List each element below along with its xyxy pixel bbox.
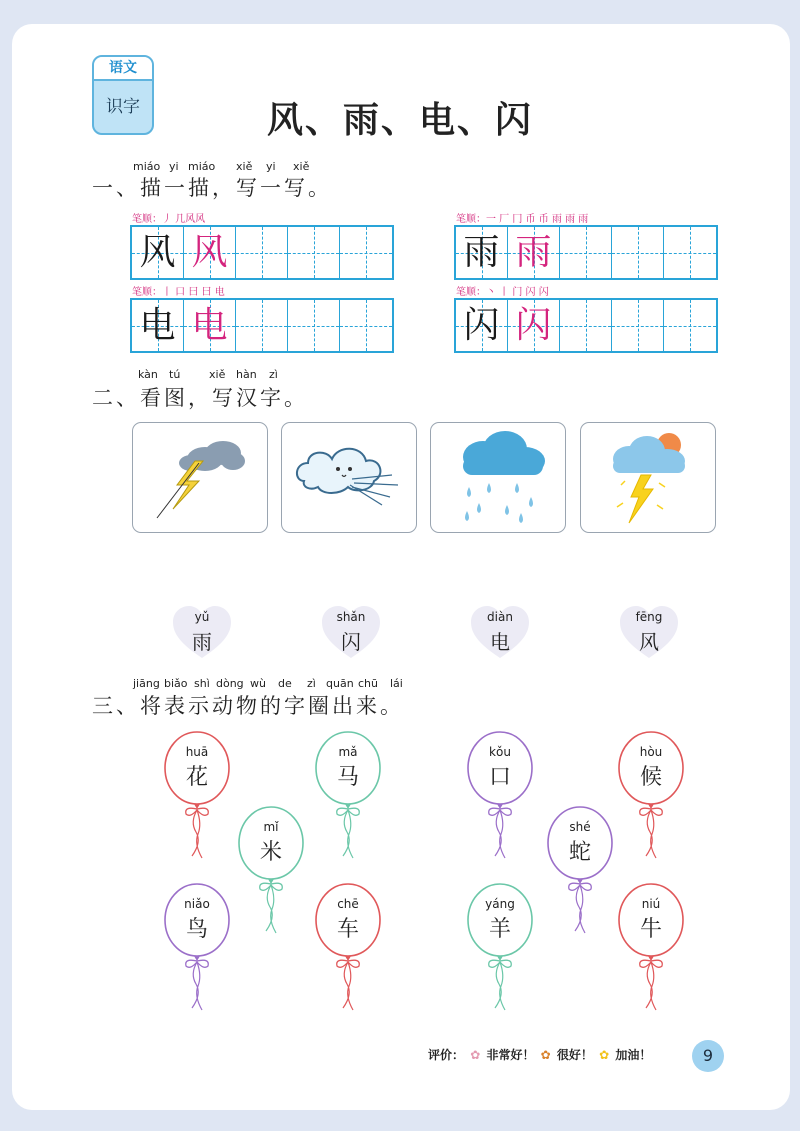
pinyin: fēng [635, 610, 663, 624]
picture-box [132, 422, 268, 533]
lightning-cloud-icon [133, 423, 267, 531]
balloon[interactable] [465, 882, 535, 1012]
grid-cell [508, 227, 560, 278]
pinyin: lái [390, 677, 403, 690]
balloon[interactable] [162, 730, 232, 860]
pinyin: yáng [485, 897, 515, 911]
pinyin: niú [641, 897, 661, 911]
hanzi: 候 [639, 765, 662, 790]
grid-cell [132, 300, 184, 351]
grid-cell-blank[interactable] [612, 300, 664, 351]
grid-cell-blank[interactable] [612, 227, 664, 278]
grid-cell-blank[interactable] [288, 227, 340, 278]
evaluation-good[interactable]: 很好！ [556, 1048, 593, 1062]
picture-box [430, 422, 566, 533]
section3-title: 三、将表示动物的字圈出来。 [92, 694, 404, 718]
pinyin: kàn [138, 368, 158, 381]
grid-cell-blank[interactable] [236, 227, 288, 278]
grid-cell-blank[interactable] [288, 300, 340, 351]
pinyin: yi [169, 160, 179, 173]
pinyin: xiě [209, 368, 226, 381]
hanzi: 鸟 [185, 917, 208, 942]
balloon[interactable] [236, 805, 306, 935]
balloon[interactable] [616, 730, 686, 860]
hanzi: 车 [336, 917, 359, 942]
pinyin: de [278, 677, 292, 690]
pinyin: diàn [487, 610, 513, 624]
section1-title: 一、描一描，写一写。 [92, 176, 332, 200]
pinyin: huā [185, 745, 209, 759]
word-card[interactable] [320, 604, 382, 660]
trace-char: 闪 [463, 305, 500, 346]
pinyin: shì [194, 677, 210, 690]
hanzi: 花 [185, 765, 208, 790]
pinyin: biǎo [164, 677, 188, 690]
pinyin: shǎn [336, 610, 366, 624]
rain-cloud-icon [431, 423, 565, 531]
trace-char: 风 [139, 232, 176, 273]
windy-cloud-icon [282, 423, 416, 531]
writing-grid-dian [130, 298, 394, 353]
grid-cell-blank[interactable] [664, 227, 716, 278]
trace-char: 闪 [515, 305, 552, 346]
pinyin: yi [266, 160, 276, 173]
writing-grid-feng [130, 225, 394, 280]
pinyin: quān [326, 677, 354, 690]
pinyin: jiāng [133, 677, 160, 690]
word-card[interactable] [171, 604, 233, 660]
pinyin: zì [307, 677, 316, 690]
grid-cell [456, 227, 508, 278]
word-card[interactable] [469, 604, 531, 660]
stroke-order-yu: 笔顺：一 厂 冂 币 币 雨 雨 雨 [456, 214, 589, 225]
stroke-order-feng: 笔顺：丿 几风风 [132, 214, 206, 225]
writing-grid-shan [454, 298, 718, 353]
hanzi: 雨 [192, 630, 212, 654]
grid-cell [184, 227, 236, 278]
balloon[interactable] [313, 730, 383, 860]
balloon[interactable] [616, 882, 686, 1012]
storm-cloud-icon [581, 423, 715, 531]
balloon[interactable] [162, 882, 232, 1012]
grid-cell [184, 300, 236, 351]
hanzi: 马 [336, 765, 359, 790]
grid-cell-blank[interactable] [560, 227, 612, 278]
trace-char: 电 [191, 305, 228, 346]
trace-char: 雨 [463, 232, 500, 273]
grid-cell [456, 300, 508, 351]
pinyin: hòu [639, 745, 663, 759]
pinyin: dòng [216, 677, 244, 690]
pinyin: miáo [133, 160, 161, 173]
balloon[interactable] [313, 882, 383, 1012]
pinyin: kǒu [489, 745, 511, 759]
subject-label: 语文 [94, 57, 152, 81]
pinyin: niǎo [184, 897, 210, 911]
chick-icon: ✿ [599, 1048, 610, 1062]
evaluation-great[interactable]: 非常好！ [486, 1048, 535, 1062]
trace-char: 电 [139, 305, 176, 346]
pinyin: yǔ [194, 610, 210, 624]
hanzi: 米 [259, 840, 282, 865]
trace-char: 雨 [515, 232, 552, 273]
grid-cell-blank[interactable] [560, 300, 612, 351]
hanzi: 牛 [639, 917, 662, 942]
picture-box [281, 422, 417, 533]
pinyin: xiě [293, 160, 310, 173]
hanzi: 电 [490, 630, 510, 654]
hanzi: 羊 [488, 917, 511, 942]
grid-cell-blank[interactable] [340, 300, 392, 351]
balloon[interactable] [545, 805, 615, 935]
hanzi: 口 [488, 765, 511, 790]
pinyin: miáo [188, 160, 216, 173]
trace-char: 风 [191, 232, 228, 273]
section2-pinyin [92, 368, 392, 382]
pinyin: mǐ [263, 820, 279, 834]
hanzi: 蛇 [568, 840, 591, 865]
page-title: 风、雨、电、闪 [266, 100, 533, 141]
pinyin: shé [569, 820, 591, 834]
word-card[interactable] [618, 604, 680, 660]
pinyin: tú [169, 368, 181, 381]
balloon[interactable] [465, 730, 535, 860]
page-number: 9 [692, 1040, 724, 1072]
evaluation-label: 评价： [428, 1048, 465, 1062]
pinyin: mǎ [338, 745, 358, 759]
subject-badge [92, 55, 154, 135]
section2-title: 二、看图，写汉字。 [92, 386, 308, 410]
rabbit-icon: ✿ [470, 1048, 481, 1062]
section3-pinyin [92, 677, 452, 691]
pinyin: xiě [236, 160, 253, 173]
pinyin: hàn [236, 368, 257, 381]
evaluation-try[interactable]: 加油！ [615, 1048, 652, 1062]
picture-box [580, 422, 716, 533]
grid-cell [132, 227, 184, 278]
pinyin: chē [337, 897, 359, 911]
pinyin: chū [358, 677, 378, 690]
stroke-order-dian: 笔顺：丨 口 曰 曰 电 [132, 287, 225, 298]
writing-grid-yu [454, 225, 718, 280]
dog-icon: ✿ [540, 1048, 551, 1062]
grid-cell-blank[interactable] [236, 300, 288, 351]
pinyin: zì [269, 368, 278, 381]
topic-label: 识字 [106, 97, 140, 117]
grid-cell-blank[interactable] [340, 227, 392, 278]
grid-cell-blank[interactable] [664, 300, 716, 351]
evaluation-bar [428, 1046, 653, 1063]
stroke-order-shan: 笔顺：丶 丨 门 闪 闪 [456, 287, 549, 298]
pinyin: wù [250, 677, 266, 690]
hanzi: 闪 [341, 630, 361, 654]
grid-cell [508, 300, 560, 351]
hanzi: 风 [639, 630, 659, 654]
